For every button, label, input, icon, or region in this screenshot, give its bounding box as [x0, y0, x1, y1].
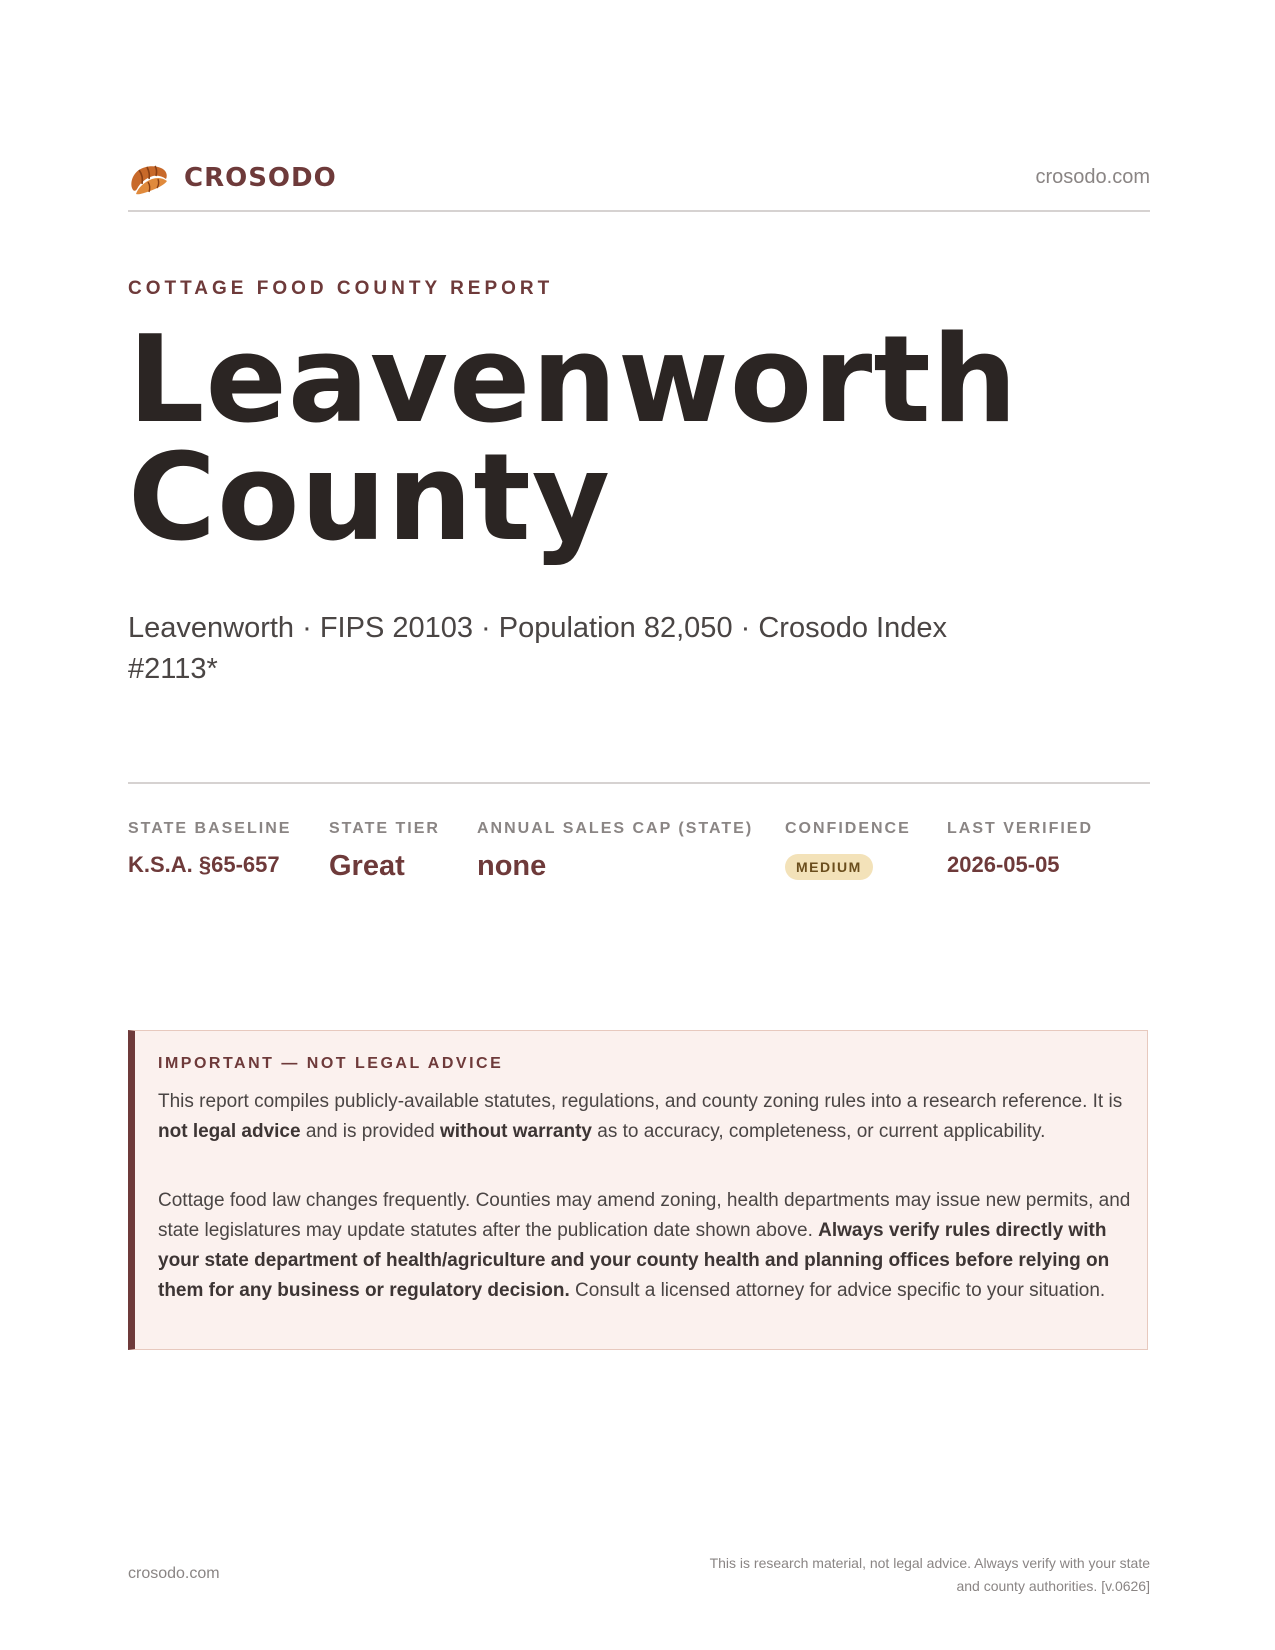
notice-emphasis: not legal advice: [158, 1121, 301, 1142]
report-page: [128, 0, 1150, 1650]
title-line-1: Leavenworth: [128, 311, 1019, 450]
stat-value: none: [477, 850, 547, 882]
stat-label: STATE BASELINE: [128, 820, 292, 837]
brand-name: CROSODO: [184, 163, 337, 193]
confidence-badge: MEDIUM: [785, 854, 873, 880]
croissant-icon: [128, 158, 170, 198]
page-title: [128, 311, 1019, 568]
report-eyebrow: COTTAGE FOOD COUNTY REPORT: [128, 278, 554, 299]
notice-emphasis: Always verify rules directly with your state department of health/agriculture and your county health and planning offices before relying on them for any business or regulatory decision.: [158, 1220, 1110, 1301]
stat-label: ANNUAL SALES CAP (STATE): [477, 820, 754, 837]
notice-paragraph-1: [158, 1087, 1133, 1147]
stat-label: LAST VERIFIED: [947, 820, 1094, 837]
notice-text: This report compiles publicly-available statutes, regulations, and county zoning rules into a research reference. It is: [158, 1091, 1123, 1112]
stat-state-tier: [329, 820, 440, 883]
stat-last-verified: [947, 820, 1093, 878]
stat-state-baseline: [128, 820, 291, 878]
stat-confidence: [785, 820, 911, 880]
stat-value: 2026-05-05: [947, 852, 1060, 877]
footer-disclaimer-line-1: This is research material, not legal advice. Always verify with your state: [709, 1555, 1150, 1571]
brand: [128, 158, 337, 198]
notice-text: as to accuracy, completeness, or current applicability.: [591, 1121, 1046, 1142]
site-link[interactable]: crosodo.com: [1035, 166, 1150, 188]
legal-notice: [128, 1030, 1148, 1350]
stats-divider: [128, 782, 1150, 784]
notice-emphasis: without warranty: [439, 1121, 592, 1142]
stat-value: K.S.A. §65-657: [128, 852, 280, 877]
notice-text: Cottage food law changes frequently. Counties may amend zoning, health departments may issue new permits, and state legislatures may update statutes after the publication date shown above.: [158, 1190, 1131, 1241]
notice-text: Consult a licensed attorney for advice specific to your situation.: [569, 1280, 1106, 1301]
page-header: [128, 158, 1150, 200]
footer-site-link[interactable]: crosodo.com: [128, 1565, 220, 1582]
notice-paragraph-2: [158, 1186, 1133, 1306]
stat-label: CONFIDENCE: [785, 820, 911, 837]
title-line-2: County: [128, 429, 611, 568]
notice-title: IMPORTANT — NOT LEGAL ADVICE: [158, 1055, 504, 1072]
county-subtitle: Leavenworth · FIPS 20103 · Population 82,050 · Crosodo Index #2113*: [128, 612, 947, 685]
stats-row: [128, 820, 1150, 900]
footer-disclaimer-line-2: and county authorities. [v.0626]: [956, 1578, 1150, 1594]
stat-sales-cap: [477, 820, 753, 883]
header-divider: [128, 210, 1150, 212]
notice-text: and is provided: [300, 1121, 440, 1142]
stat-label: STATE TIER: [329, 820, 440, 837]
footer-disclaimer: [630, 1552, 1150, 1598]
stat-value: Great: [329, 850, 405, 882]
